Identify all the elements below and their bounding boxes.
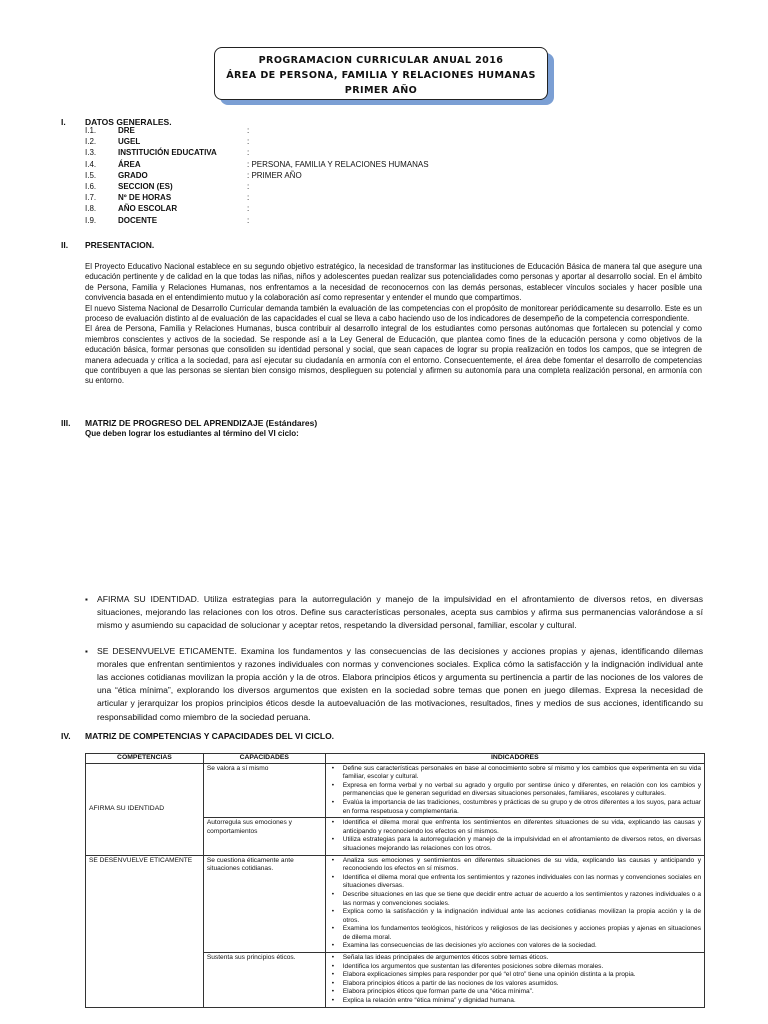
- square-bullet-icon: ▪: [85, 646, 88, 656]
- datos-value: : PRIMER AÑO: [247, 170, 302, 180]
- datos-label: ÁREA: [118, 159, 141, 169]
- presentacion-paragraph: El nuevo Sistema Nacional de Desarrollo Curricular demanda también la evaluación de las competencias con el propósito de monitorear periódicamente su desarrollo. Este es un proceso de evaluación distinto al de evaluación de las capacidades el cual se lleva a cabo haciendo uso de los indicadores de desempeño de la competencia correspondiente.: [85, 303, 702, 324]
- indicador-item: • Define sus características personales en base al conocimiento sobre sí mismo y los cambios que experimenta en su vida familiar, escolar y cultural.: [329, 765, 701, 782]
- title-line-3: PRIMER AÑO: [344, 85, 418, 96]
- section-matriz-competencias: [61, 731, 334, 742]
- title-box: [214, 47, 554, 105]
- indicadores-cell: [325, 818, 704, 855]
- datos-code: I.4.: [85, 159, 97, 169]
- datos-value: :: [247, 148, 250, 158]
- datos-value: :: [247, 193, 250, 203]
- estandar-text: SE DESENVUELVE ETICAMENTE. Examina los fundamentos y las consecuencias de las decisiones y acciones propias y ajenas, identificando dilemas morales que enfrentan sentimientos y razones individuales con normas y convenciones sociales. Explica cómo la satisfacción y la indignación individual ante las acciones cotidianas movilizan la propia acción y la de otros. Elabora principios éticos y argumenta su pertinencia a partir de las nociones de los valores de una “ética mínima”, explorando los diversos argumentos que existen en la sociedad sobre temas que ponen en juego dilemas. Expresa la necesidad de articular y jerarquizar los propios principios éticos desde la autoevaluación de las motivaciones, resultados, fines y medios de sus acciones, identificando su responsabilidad como miembro de la sociedad peruana.: [97, 645, 703, 722]
- section-number: III.: [61, 418, 71, 428]
- datos-label: DOCENTE: [118, 215, 158, 225]
- datos-row: [85, 204, 485, 215]
- indicador-item: • Explica la relación entre “ética mínima” y dignidad humana.: [329, 997, 701, 1006]
- square-bullet-icon: ▪: [85, 595, 88, 604]
- datos-label: INSTITUCIÓN EDUCATIVA: [118, 148, 217, 158]
- title-box-frame: [214, 47, 548, 100]
- title-line-2: ÁREA DE PERSONA, FAMILIA Y RELACIONES HUMANAS: [226, 70, 536, 81]
- table-row: [86, 855, 705, 953]
- datos-row: [85, 137, 485, 148]
- datos-value: : PERSONA, FAMILIA Y RELACIONES HUMANAS: [247, 159, 429, 169]
- indicador-item: • Elabora principios éticos que forman parte de una “ética mínima”.: [329, 988, 701, 997]
- indicador-item: • Expresa en forma verbal y no verbal su agrado y orgullo por sentirse único y diferentes, en relación con los cambios y permanencias que le generan seguridad en diversas situaciones personales, familiares, escolares y culturales.: [329, 782, 701, 799]
- datos-row: [85, 216, 485, 227]
- indicador-item: • Identifica el dilema moral que enfrenta los sentimientos en diferentes situaciones de su vida, explicando las causas y anticipando y reconociendo los efectos en sí mismos.: [329, 819, 701, 836]
- indicador-item: • Describe situaciones en las que se tiene que decidir entre actuar de acuerdo a los sentimientos y razones individuales o a las normas y convenciones sociales.: [329, 891, 701, 908]
- table-header-row: [86, 754, 705, 764]
- datos-code: I.5.: [85, 170, 97, 180]
- section-number: I.: [61, 117, 66, 127]
- capacidad-cell: Se cuestiona éticamente ante situaciones cotidianas.: [203, 855, 325, 953]
- competencia-cell: SE DESENVUELVE ETICAMENTE: [86, 855, 204, 1007]
- estandares-list: [85, 593, 703, 724]
- datos-value: :: [247, 181, 250, 191]
- column-header: INDICADORES: [325, 754, 704, 764]
- datos-value: :: [247, 137, 250, 147]
- indicadores-cell: [325, 953, 704, 1008]
- datos-value: :: [247, 126, 250, 135]
- indicador-item: • Elabora explicaciones simples para responder por qué “el otro” tiene una opinión distinta a la propia.: [329, 971, 701, 980]
- section-subtitle: Que deben lograr los estudiantes al término del VI ciclo:: [85, 429, 299, 438]
- datos-label: Nº DE HORAS: [118, 193, 172, 203]
- datos-label: UGEL: [118, 137, 141, 147]
- datos-row: [85, 160, 485, 171]
- indicador-item: • Analiza sus emociones y sentimientos en diferentes situaciones de su vida, explicando las causas y anticipando y reconociendo los efectos en sí mismos.: [329, 857, 701, 874]
- datos-row: [85, 171, 485, 182]
- datos-code: I.3.: [85, 148, 97, 158]
- capacidad-cell: Autorregula sus emociones y comportamientos: [203, 818, 325, 855]
- competencia-cell: AFIRMA SU IDENTIDAD: [86, 763, 204, 855]
- presentacion-paragraph: El Proyecto Educativo Nacional establece en su segundo objetivo estratégico, la necesidad de transformar las instituciones de Educación Básica de manera tal que asegure una educación pertinente y de calidad en la que todas las niñas, niños y adolescentes puedan realizar sus potencialidades como personas y aportar al desarrollo social. En el ámbito de Persona, Familia y Relaciones Humanas, nos enfrentamos a la necesidad de reconocernos con las demás personas, establecer vínculos sociales y hacer posible una convivencia basada en el entendimiento mutuo y la colaboración así como representar y entender el mundo que compartimos.: [85, 262, 702, 303]
- section-number: IV.: [61, 731, 71, 741]
- indicador-item: • Señala las ideas principales de argumentos éticos sobre temas éticos.: [329, 954, 701, 963]
- table-row: [86, 763, 705, 818]
- datos-row: [85, 148, 485, 159]
- datos-row: [85, 126, 485, 137]
- indicador-item: • Identifica los argumentos que sustentan las diferentes posiciones sobre dilemas morales.: [329, 963, 701, 972]
- section-number: II.: [61, 240, 69, 250]
- datos-code: I.8.: [85, 204, 97, 214]
- indicador-item: • Explica como la satisfacción y la indignación individual ante las acciones cotidianas movilizan la propia acción y la de otros.: [329, 908, 701, 925]
- indicadores-cell: [325, 763, 704, 818]
- section-matriz-progreso: [61, 418, 317, 429]
- column-header: COMPETENCIAS: [86, 754, 204, 764]
- section-title: PRESENTACION.: [85, 240, 155, 250]
- datos-code: I.6.: [85, 181, 97, 191]
- section-title: DATOS GENERALES.: [85, 117, 172, 127]
- presentacion-paragraph: El área de Persona, Familia y Relaciones Humanas, busca contribuir al desarrollo integral de los estudiantes como personas autónomas que fortalecen su potencial y como miembros conscientes y activos de la sociedad. Se responde así a la Ley General de Educación, que plantea como fines de la educación persona y como objetivos de la educación básica, formar personas que consoliden su identidad personal y social, que sean capaces de lograr su propia realización en todos los campos, que se integren de manera adecuada y crítica a la sociedad, para así ejecutar su ciudadanía en armonía con el entorno. Consecuentemente, el área debe fomentar el desarrollo de competencias que contribuyen a que las personas se sientan bien consigo mismos, desplieguen su potencial y afirmen su autonomía para una completa realización personal, en armonía con su entorno.: [85, 324, 702, 386]
- title-line-1: PROGRAMACION CURRICULAR ANUAL 2016: [258, 55, 504, 66]
- datos-code: I.2.: [85, 137, 97, 147]
- datos-label: GRADO: [118, 170, 148, 180]
- indicador-item: • Identifica el dilema moral que enfrenta los sentimientos y razones individuales con las normas y convenciones sociales en situaciones diversas.: [329, 874, 701, 891]
- datos-row: [85, 182, 485, 193]
- datos-code: I.7.: [85, 193, 97, 203]
- list-item: [85, 645, 703, 724]
- section-title: MATRIZ DE PROGRESO DEL APRENDIZAJE (Estándares): [85, 418, 318, 428]
- datos-value: :: [247, 215, 250, 225]
- datos-label: DRE: [118, 126, 135, 135]
- column-header: CAPACIDADES: [203, 754, 325, 764]
- section-title: MATRIZ DE COMPETENCIAS Y CAPACIDADES DEL VI CICLO.: [85, 731, 335, 741]
- datos-label: SECCION (ES): [118, 181, 173, 191]
- capacidad-cell: Se valora a sí mismo: [203, 763, 325, 818]
- estandar-text: AFIRMA SU IDENTIDAD. Utiliza estrategias para la autorregulación y manejo de la impulsividad en el afrontamiento de diversos retos, en diversas situaciones, mejorando las relaciones con los otros. Define sus características personales, acepta sus cambios y afirma sus permanencias valorándose a sí mismo y asumiendo su capacidad de solucionar y aceptar retos, respetando la diversidad personal, familiar, escolar y cultural.: [97, 594, 703, 631]
- datos-code: I.9.: [85, 215, 97, 225]
- indicador-item: • Utiliza estrategias para la autorregulación y manejo de la impulsividad en el afrontamiento de diversos retos, en diversas situaciones mejorando las relaciones con los otros.: [329, 836, 701, 853]
- indicadores-cell: [325, 855, 704, 953]
- datos-value: :: [247, 204, 250, 214]
- indicador-item: • Examina las consecuencias de las decisiones y/o acciones con valores de la sociedad.: [329, 942, 701, 951]
- list-item: [85, 593, 703, 633]
- presentacion-text: [85, 262, 702, 387]
- indicador-item: • Examina los fundamentos teológicos, históricos y religiosos de las decisiones y acciones propias y ajenas en situaciones de dilema moral.: [329, 925, 701, 942]
- datos-row: [85, 193, 485, 204]
- capacidad-cell: Sustenta sus principios éticos.: [203, 953, 325, 1008]
- indicador-item: • Elabora principios éticos a partir de las nociones de los valores asumidos.: [329, 980, 701, 989]
- section-presentacion: [61, 240, 154, 251]
- indicador-item: • Evalúa la importancia de las tradiciones, costumbres y prácticas de su grupo y de otros diferentes a los suyos, para actuar en forma respetuosa y complementaria.: [329, 799, 701, 816]
- datos-code: I.1.: [85, 126, 97, 135]
- datos-label: AÑO ESCOLAR: [118, 204, 178, 214]
- datos-generales-list: [85, 126, 485, 227]
- competencias-table: [85, 753, 705, 1008]
